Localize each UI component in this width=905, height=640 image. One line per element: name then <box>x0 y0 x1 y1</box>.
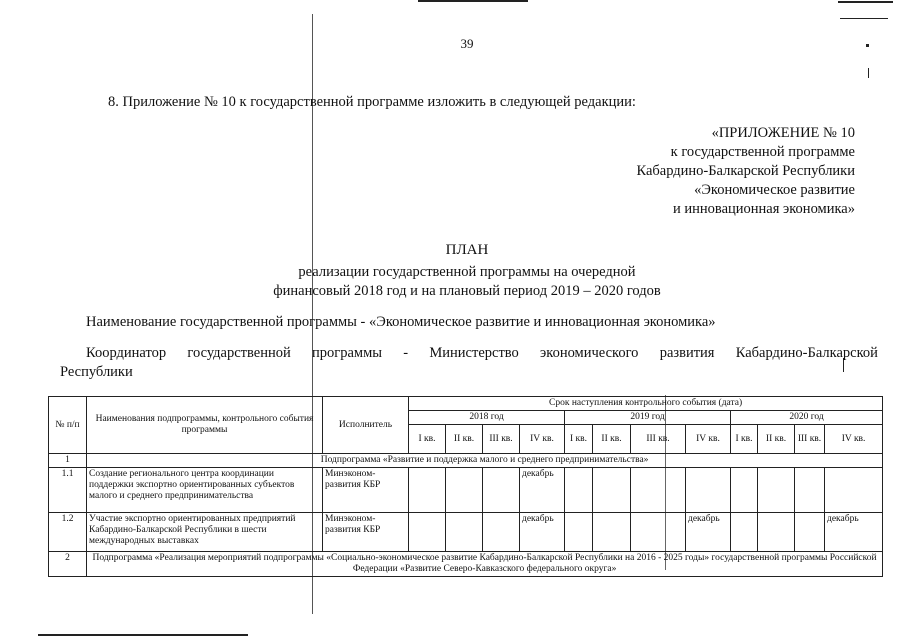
row-num: 1 <box>49 454 87 468</box>
header-num: № п/п <box>49 397 87 454</box>
table-header-row <box>49 397 883 411</box>
event-name: Участие экспортно ориентированных предприятий Кабардино-Балкарской Республики в шести международных выставках <box>87 513 323 552</box>
header-quarter: IV кв. <box>825 425 883 454</box>
scan-top-rule-right <box>838 1 893 3</box>
header-name: Наименования подпрограммы, контрольного события программы <box>87 397 323 454</box>
header-year: 2018 год <box>409 411 565 425</box>
plan-subtitle-line: финансовый 2018 год и на плановый период 2019 – 2020 годов <box>273 283 661 299</box>
header-executor: Исполнитель <box>323 397 409 454</box>
event-name: Создание регионального центра координации поддержки экспортно ориентированных субъектов малого и среднего предпринимательства <box>87 468 323 513</box>
appendix-line: и инновационная экономика» <box>673 201 855 217</box>
header-deadline: Срок наступления контрольного события (дата) <box>409 397 883 411</box>
intro-paragraph: 8. Приложение № 10 к государственной программе изложить в следующей редакции: <box>108 94 636 110</box>
row-num: 2 <box>49 552 87 577</box>
header-year: 2020 год <box>731 411 883 425</box>
quarter-cell: декабрь <box>520 468 565 513</box>
coordinator-word: - <box>403 345 409 361</box>
quarter-cell <box>731 513 758 552</box>
plan-title: ПЛАН <box>445 242 489 258</box>
page-number: 39 <box>460 36 474 51</box>
quarter-cell: декабрь <box>520 513 565 552</box>
event-executor: Минэконом-развития КБР <box>323 513 409 552</box>
appendix-line: «Экономическое развитие <box>694 182 855 198</box>
header-quarter: II кв. <box>446 425 483 454</box>
quarter-cell <box>409 513 446 552</box>
quarter-cell <box>758 513 795 552</box>
quarter-cell: декабрь <box>825 513 883 552</box>
coordinator-word: программы <box>312 345 382 361</box>
table-row-subprogram <box>49 454 883 468</box>
coordinator-word: Министерство <box>429 345 519 361</box>
row-num: 1.2 <box>49 513 87 552</box>
header-quarter: II кв. <box>758 425 795 454</box>
program-name: Наименование государственной программы - «Экономическое развитие и инновационная экономика» <box>86 314 716 330</box>
plan-subtitle-line: реализации государственной программы на очередной <box>298 264 636 280</box>
plan-table <box>48 396 883 577</box>
header-year: 2019 год <box>565 411 731 425</box>
quarter-cell <box>686 468 731 513</box>
scan-bottom-rule <box>38 634 248 636</box>
quarter-cell <box>731 468 758 513</box>
quarter-cell <box>631 513 686 552</box>
scan-speck <box>868 68 869 78</box>
coordinator-line: Республики <box>60 364 133 380</box>
quarter-cell <box>483 513 520 552</box>
scan-top-rule <box>418 0 528 2</box>
quarter-cell <box>483 468 520 513</box>
quarter-cell <box>795 513 825 552</box>
row-num: 1.1 <box>49 468 87 513</box>
table-row-subprogram <box>49 552 883 577</box>
header-quarter: III кв. <box>631 425 686 454</box>
quarter-cell <box>631 468 686 513</box>
header-quarter: I кв. <box>409 425 446 454</box>
quarter-cell <box>446 468 483 513</box>
quarter-cell <box>825 468 883 513</box>
appendix-line: Кабардино-Балкарской Республики <box>636 163 855 179</box>
coordinator-word: экономического <box>540 345 639 361</box>
coordinator-paragraph <box>60 344 878 382</box>
header-quarter: II кв. <box>593 425 631 454</box>
coordinator-line <box>60 344 878 363</box>
header-quarter: I кв. <box>565 425 593 454</box>
quarter-cell <box>446 513 483 552</box>
coordinator-word: Координатор <box>86 345 167 361</box>
plan-subtitle <box>0 263 905 301</box>
table-row <box>49 513 883 552</box>
table-row <box>49 468 883 513</box>
appendix-heading <box>636 124 855 219</box>
quarter-cell <box>593 513 631 552</box>
quarter-cell <box>565 468 593 513</box>
event-executor: Минэконом-развития КБР <box>323 468 409 513</box>
quarter-cell <box>409 468 446 513</box>
quarter-cell <box>795 468 825 513</box>
appendix-line: «ПРИЛОЖЕНИЕ № 10 <box>711 125 855 141</box>
coordinator-word: развития <box>659 345 715 361</box>
quarter-cell: декабрь <box>686 513 731 552</box>
subprogram-title: Подпрограмма «Развитие и поддержка малого и среднего предпринимательства» <box>87 454 883 468</box>
coordinator-word: государственной <box>187 345 291 361</box>
quarter-cell <box>565 513 593 552</box>
header-quarter: IV кв. <box>686 425 731 454</box>
coordinator-word: Кабардино-Балкарской <box>735 345 878 361</box>
quarter-cell <box>593 468 631 513</box>
header-quarter: IV кв. <box>520 425 565 454</box>
subprogram-title: Подпрограмма «Реализация мероприятий подпрограммы «Социально-экономическое развитие Кабардино-Балкарской Республики на 2016 - 2025 годы» государственной программы Российской Федерации «Развитие Северо-Кавказского федерального округа» <box>87 552 883 577</box>
quarter-cell <box>758 468 795 513</box>
header-quarter: III кв. <box>795 425 825 454</box>
appendix-line: к государственной программе <box>670 144 855 160</box>
header-quarter: III кв. <box>483 425 520 454</box>
scan-right-rule <box>840 18 888 19</box>
header-quarter: I кв. <box>731 425 758 454</box>
